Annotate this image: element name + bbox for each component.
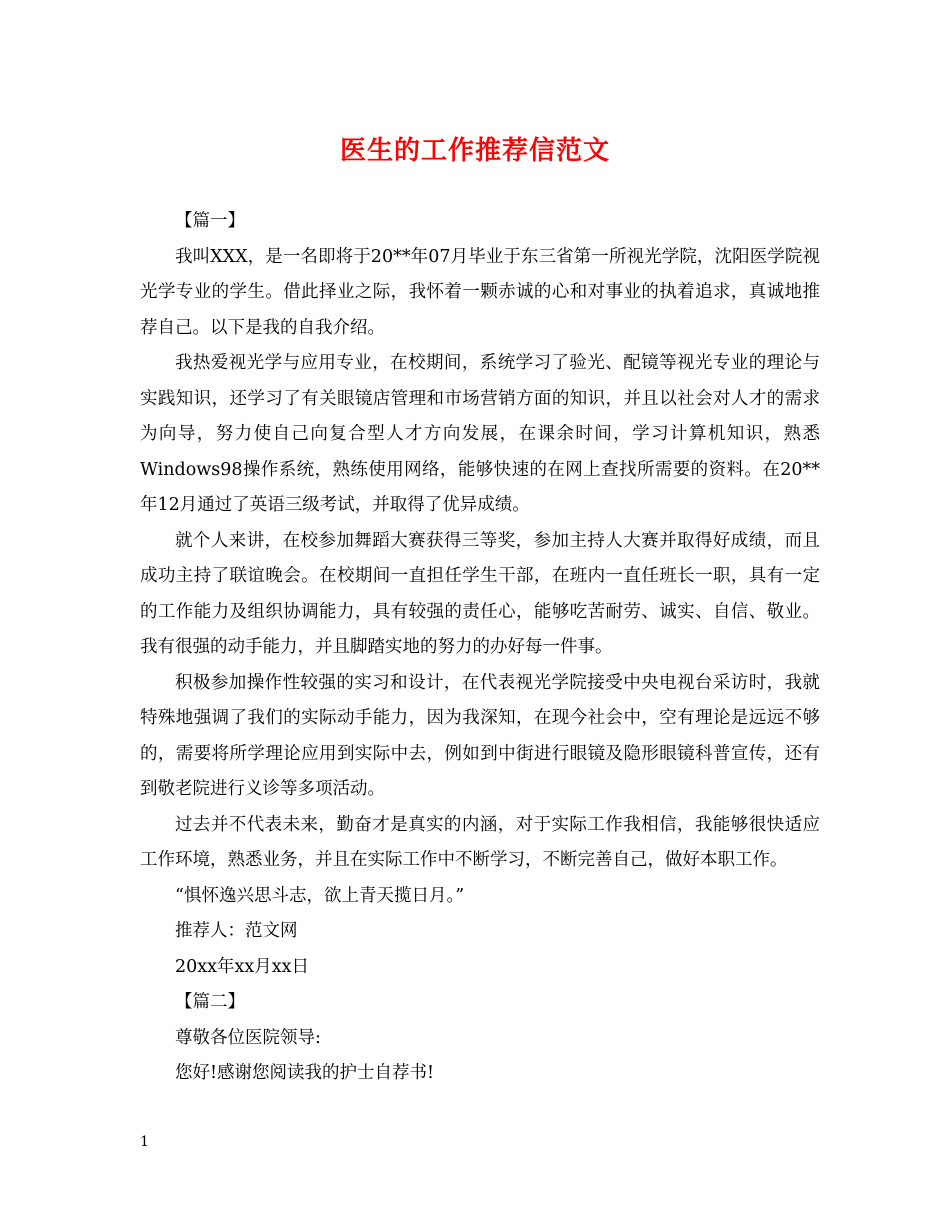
paragraph-education: 我热爱视光学与应用专业，在校期间，系统学习了验光、配镜等视光专业的理论与实践知识，还学习了有关眼镜店管理和市场营销方面的知识，并且以社会对人才的需求为向导，努力使自己向复合型人才方向发展，在课余时间，学习计算机知识，熟悉Windows98操作系统，熟练使用网络，能够快速的在网上查找所需要的资料。在20**年12月通过了英语三级考试，并取得了优异成绩。: [140, 353, 820, 515]
quote: “惧怀逸兴思斗志，欲上青天揽日月。”: [175, 885, 465, 906]
paragraph-future: 过去并不代表未来，勤奋才是真实的内涵，对于实际工作我相信，我能够很快适应工作环境，熟悉业务，并且在实际工作中不断学习，不断完善自己，做好本职工作。: [140, 814, 820, 870]
paragraph-introduction: 我叫XXX，是一名即将于20**年07月毕业于东三省第一所视光学院，沈阳医学院视光学专业的学生。借此择业之际，我怀着一颗赤诚的心和对事业的执着追求，真诚地推荐自己。以下是我的自我介绍。: [140, 246, 820, 338]
greeting: 您好!感谢您阅读我的护士自荐书!: [175, 1063, 435, 1083]
page-number: 1: [140, 1134, 149, 1150]
date: 20xx年xx月xx日: [175, 956, 309, 977]
document-body: [140, 204, 820, 1092]
section-heading-2: 【篇二】: [175, 992, 245, 1012]
recommender: 推荐人：范文网: [175, 921, 298, 941]
paragraph-activities: 就个人来讲，在校参加舞蹈大赛获得三等奖，参加主持人大赛并取得好成绩，而且成功主持了联谊晚会。在校期间一直担任学生干部，在班内一直任班长一职，具有一定的工作能力及组织协调能力，具有较强的责任心，能够吃苦耐劳、诚实、自信、敬业。我有很强的动手能力，并且脚踏实地的努力的办好每一件事。: [140, 530, 820, 657]
document-title: 医生的工作推荐信范文: [339, 136, 610, 166]
paragraph-practice: 积极参加操作性较强的实习和设计，在代表视光学院接受中央电视台采访时，我就特殊地强调了我们的实际动手能力，因为我深知，在现今社会中，空有理论是远远不够的，需要将所学理论应用到实际中去，例如到中街进行眼镜及隐形眼镜科普宣传，还有到敬老院进行义诊等多项活动。: [140, 672, 820, 799]
salutation: 尊敬各位医院领导:: [175, 1027, 321, 1048]
section-heading-1: 【篇一】: [175, 211, 245, 231]
